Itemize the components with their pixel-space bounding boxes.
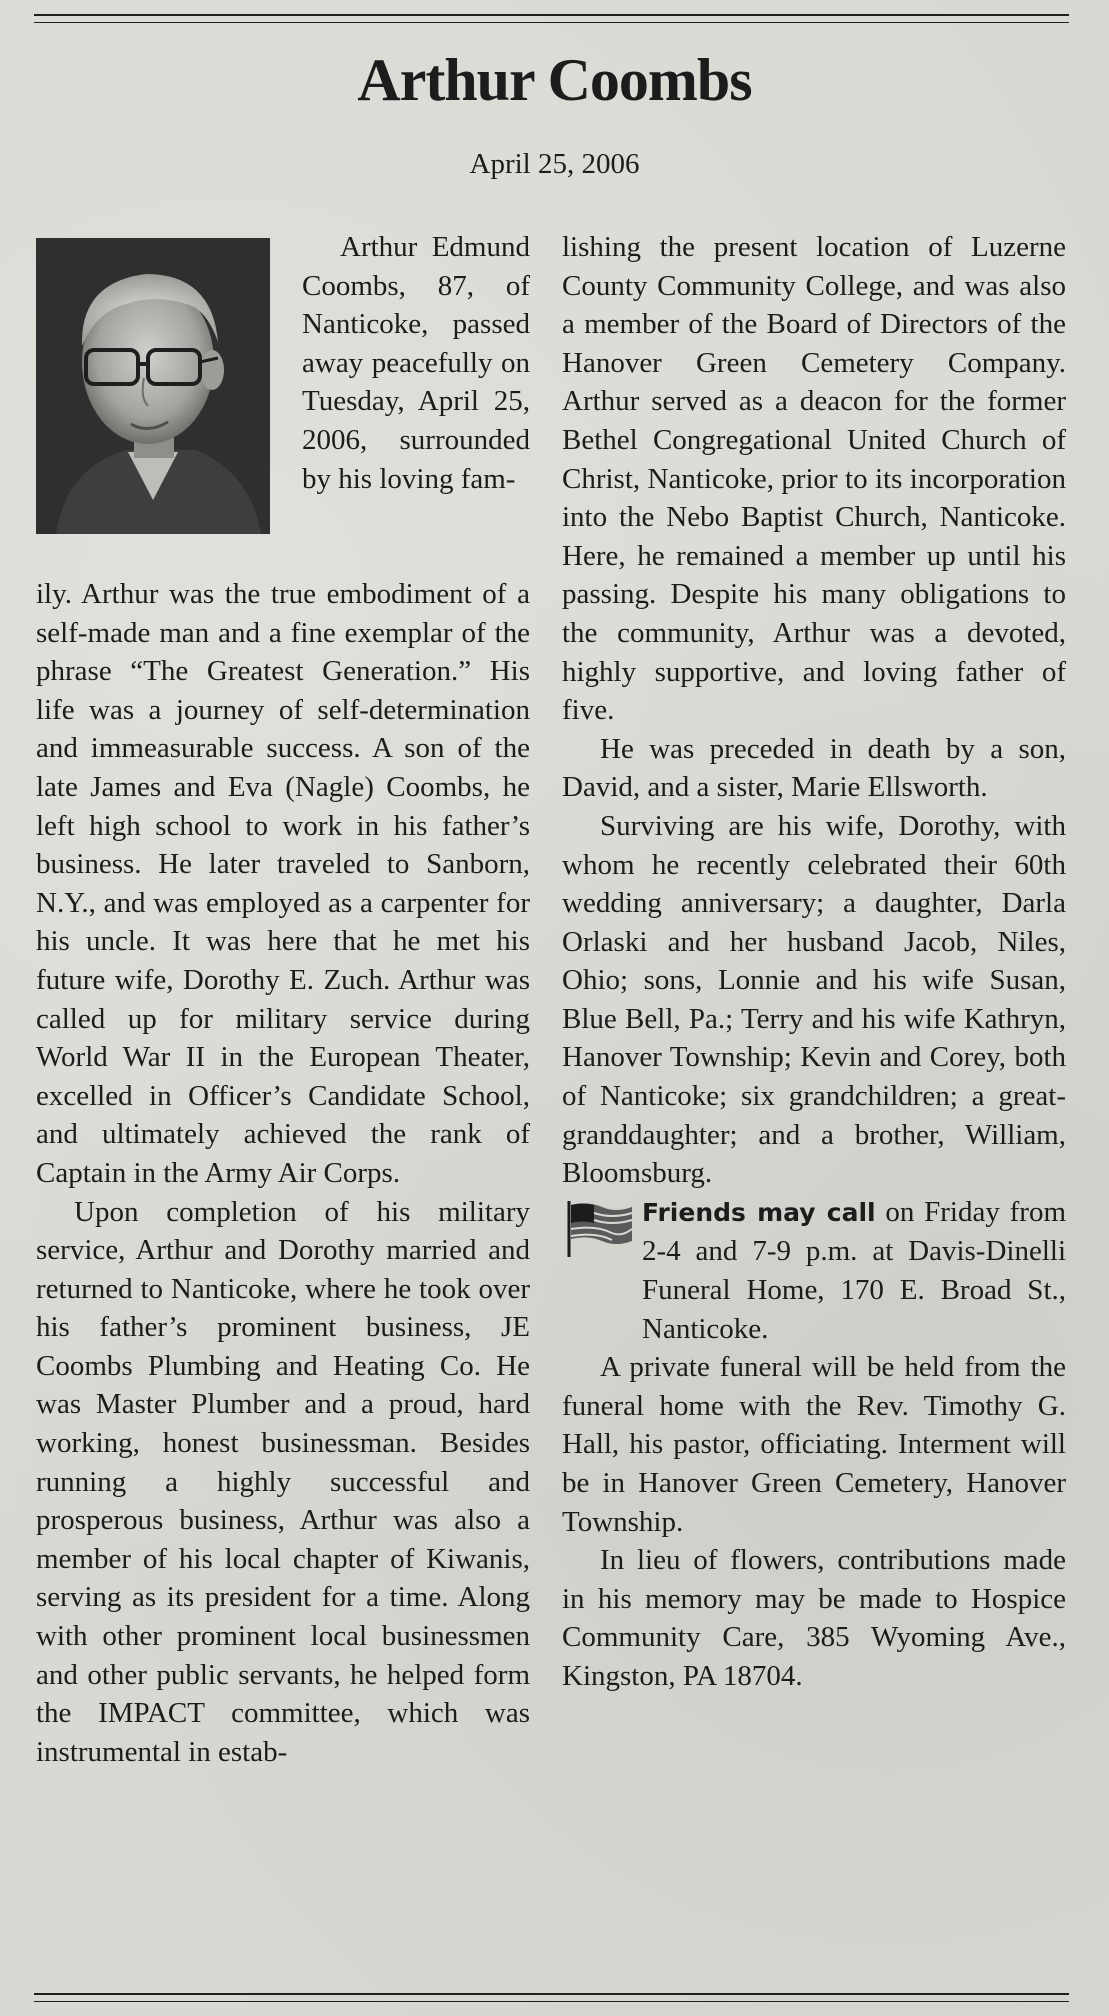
intro-narrow-column — [302, 228, 530, 498]
obituary-headline: Arthur Coombs — [357, 47, 752, 113]
obituary-date: April 25, 2006 — [469, 148, 640, 180]
portrait-illustration — [36, 238, 270, 534]
top-rule-thin — [34, 22, 1069, 23]
portrait-photo — [36, 238, 270, 534]
career-paragraph-continued: lishing the present location of Luzerne County Community College, and was also a member of the Board of Directors of the Hanover Green Cemetery Company. Arthur served as a deacon for the former Bethel Congregational United Church of Christ, Nanticoke, prior to its incorporation into the Nebo Baptist Church, Nanticoke. Here, he remained a member up until his passing. Despite his many obligations to the community, Arthur was a devoted, highly supportive, and loving father of five. — [562, 231, 1066, 727]
contributions-paragraph: In lieu of flowers, contributions made in his memory may be made to Hospice Community Care, 385 Wyoming Ave., Kingston, PA 18704. — [562, 1544, 1066, 1692]
intro-paragraph-start: Arthur Edmund Coombs, 87, of Nanticoke, passed away peacefully on Tuesday, April 25, 2006, surrounded by his loving fam- — [302, 231, 530, 495]
funeral-paragraph: A private funeral will be held from the funeral home with the Rev. Timothy G. Hall, his pastor, officiating. Interment will be in Hanover Green Cemetery, Hanover Township. — [562, 1351, 1066, 1538]
bottom-rule — [34, 1993, 1069, 1995]
visitation-lead: Friends may call — [642, 1197, 876, 1227]
military-paragraph: Upon completion of his military service, Arthur and Dorothy married and returned to Nanticoke, where he took over his father’s prominent business, JE Coombs Plumbing and Heating Co. He was Master Plumber and a proud, hard working, honest businessman. Besides running a highly successful and prosperous business, Arthur was also a member of his local chapter of Kiwanis, serving as its president for a time. Along with other prominent local businessmen and other public servants, he helped form the IMPACT committee, which was instrumental in estab- — [36, 1195, 530, 1768]
right-column — [562, 228, 1066, 1696]
visitation-paragraph — [562, 1193, 1066, 1348]
american-flag-icon — [566, 1199, 634, 1257]
top-rule — [34, 14, 1069, 16]
bottom-rule-thin — [34, 2001, 1069, 2002]
intro-paragraph-continued: ily. Arthur was the true embodiment of a self-made man and a fine exemplar of the phrase “The Greatest Generation.” His life was a journey of self-determination and immeasurable success. A son of the late James and Eva (Nagle) Coombs, he left high school to work in his father’s business. He later traveled to Sanborn, N.Y., and was employed as a carpenter for his uncle. It was here that he met his future wife, Dorothy E. Zuch. Arthur was called up for military service during World War II in the European Theater, excelled in Officer’s Candidate School, and ultimately achieved the rank of Captain in the Army Air Corps. — [36, 578, 530, 1189]
preceded-paragraph: He was preceded in death by a son, David, and a sister, Marie Ellsworth. — [562, 732, 1066, 804]
survivors-paragraph: Surviving are his wife, Dorothy, with whom he recently celebrated their 60th wedding anniversary; a daughter, Darla Orlaski and her husband Jacob, Niles, Ohio; sons, Lonnie and his wife Susan, Blue Bell, Pa.; Terry and his wife Kathryn, Hanover Township; Kevin and Corey, both of Nanticoke; six grandchildren; a great-granddaughter; and a brother, William, Bloomsburg. — [562, 809, 1066, 1190]
visitation-text: on Friday from 2-4 and 7-9 p.m. at Davis-Dinelli Funeral Home, 170 E. Broad St., Nanticoke. — [642, 1195, 1066, 1345]
left-column — [36, 575, 530, 1771]
